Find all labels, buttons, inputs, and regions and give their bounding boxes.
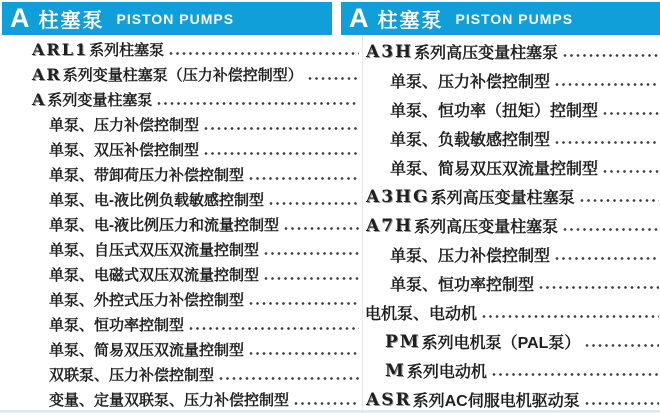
dotted-leader <box>249 176 359 181</box>
entry-label: 单泵、负载敏感控制型 <box>390 132 551 149</box>
toc-list-right <box>364 37 660 413</box>
series-code: M <box>385 360 406 381</box>
entry-label: 单泵、压力补偿控制型 <box>390 248 551 265</box>
series-code: PM <box>385 331 421 352</box>
entry-label: 系列变量柱塞泵（压力补偿控制型） <box>62 67 303 84</box>
dotted-leader <box>308 76 359 81</box>
entry-label: 单泵、恒功率（扭矩）控制型 <box>390 103 599 120</box>
dotted-leader <box>189 326 359 331</box>
entry-label: 系列AC伺服电机驱动泵 <box>412 393 580 410</box>
dotted-leader <box>585 343 659 348</box>
dotted-leader <box>492 372 659 377</box>
series-code: A3HG <box>366 186 430 207</box>
toc-entry <box>2 212 360 237</box>
series-code: A <box>32 90 47 109</box>
toc-entry <box>364 66 660 95</box>
dotted-leader <box>539 285 659 290</box>
entry-label: 系列变量柱塞泵 <box>47 92 153 109</box>
toc-entry <box>2 37 360 62</box>
dotted-leader <box>204 151 359 156</box>
entry-label: 单泵、外控式压力补偿控制型 <box>49 292 245 309</box>
entry-label: 系列高压变量柱塞泵 <box>430 190 575 207</box>
dotted-leader <box>264 276 359 281</box>
entry-label: 电机泵、电动机 <box>365 306 478 323</box>
section-letter: A <box>349 3 369 33</box>
dotted-leader <box>219 376 359 381</box>
entry-label: 单泵、带卸荷压力补偿控制型 <box>49 167 245 184</box>
entry-label: 单泵、压力补偿控制型 <box>49 117 200 134</box>
entry-label: 单泵、恒功率控制型 <box>49 317 185 334</box>
series-code: ARL1 <box>32 40 89 59</box>
toc-entry <box>364 182 660 211</box>
section-title-cn: 柱塞泵 <box>38 10 105 32</box>
series-code: ASR <box>366 389 412 410</box>
dotted-leader <box>555 140 659 145</box>
section-title-cn: 柱塞泵 <box>377 10 444 32</box>
entry-label: 双联泵、压力补偿控制型 <box>49 367 215 384</box>
toc-entry <box>364 240 660 269</box>
toc-entry <box>2 87 360 112</box>
entry-label: 系列电动机 <box>406 364 487 381</box>
dotted-leader <box>482 314 659 319</box>
dotted-leader <box>603 169 659 174</box>
dotted-leader <box>269 201 359 206</box>
entry-label: 系列高压变量柱塞泵 <box>414 45 559 62</box>
entry-label: 单泵、压力补偿控制型 <box>390 74 551 91</box>
dotted-leader <box>204 126 359 131</box>
dotted-leader <box>585 401 659 406</box>
entry-label: 单泵、自压式双压双流量控制型 <box>49 242 260 259</box>
section-header-right <box>341 2 660 35</box>
entry-label: 变量、定量双联泵、压力补偿控制型 <box>49 392 290 409</box>
entry-label: 系列柱塞泵 <box>89 42 165 59</box>
toc-entry <box>2 337 360 362</box>
toc-entry <box>2 287 360 312</box>
series-code: AR <box>32 65 62 84</box>
dotted-leader <box>555 82 659 87</box>
entry-label: 单泵、简易双压双流量控制型 <box>390 161 599 178</box>
entry-label: 单泵、电磁式双压双流量控制型 <box>49 267 260 284</box>
toc-entry <box>364 356 660 385</box>
toc-entry <box>2 187 360 212</box>
toc-entry <box>2 262 360 287</box>
series-code: A7H <box>366 215 414 236</box>
toc-entry <box>364 298 660 327</box>
entry-label: 系列电机泵（PAL泵） <box>421 335 581 352</box>
dotted-leader <box>264 251 359 256</box>
entry-label: 单泵、电-液比例压力和流量控制型 <box>49 217 279 234</box>
toc-entry <box>364 37 660 66</box>
column-divider <box>362 36 363 410</box>
entry-label: 单泵、恒功率控制型 <box>390 277 535 294</box>
dotted-leader <box>563 53 659 58</box>
dotted-leader <box>294 401 359 406</box>
entry-label: 系列高压变量柱塞泵 <box>414 219 559 236</box>
section-header-left <box>2 2 332 35</box>
entry-label: 单泵、双压补偿控制型 <box>49 142 200 159</box>
toc-entry <box>364 269 660 298</box>
section-title-en: PISTON PUMPS <box>455 10 574 27</box>
section-title-en: PISTON PUMPS <box>116 10 235 27</box>
toc-entry <box>2 312 360 337</box>
toc-entry <box>364 327 660 356</box>
toc-entry <box>364 211 660 240</box>
dotted-leader <box>284 226 359 231</box>
toc-entry <box>2 387 360 412</box>
dotted-leader <box>555 256 659 261</box>
toc-entry <box>2 162 360 187</box>
dotted-leader <box>169 51 359 56</box>
toc-list-left <box>2 37 360 412</box>
dotted-leader <box>157 101 359 106</box>
dotted-leader <box>603 111 659 116</box>
dotted-leader <box>249 351 359 356</box>
dotted-leader <box>563 227 659 232</box>
entry-label: 单泵、简易双压双流量控制型 <box>49 342 245 359</box>
toc-entry <box>364 153 660 182</box>
toc-entry <box>364 385 660 413</box>
dotted-leader <box>580 198 659 203</box>
toc-entry <box>364 124 660 153</box>
toc-entry <box>2 237 360 262</box>
toc-entry <box>2 362 360 387</box>
toc-entry <box>2 112 360 137</box>
entry-label: 单泵、电-液比例负载敏感控制型 <box>49 192 264 209</box>
toc-entry <box>2 137 360 162</box>
toc-entry <box>364 95 660 124</box>
section-letter: A <box>10 3 30 33</box>
toc-entry <box>2 62 360 87</box>
series-code: A3H <box>366 41 414 62</box>
dotted-leader <box>249 301 359 306</box>
